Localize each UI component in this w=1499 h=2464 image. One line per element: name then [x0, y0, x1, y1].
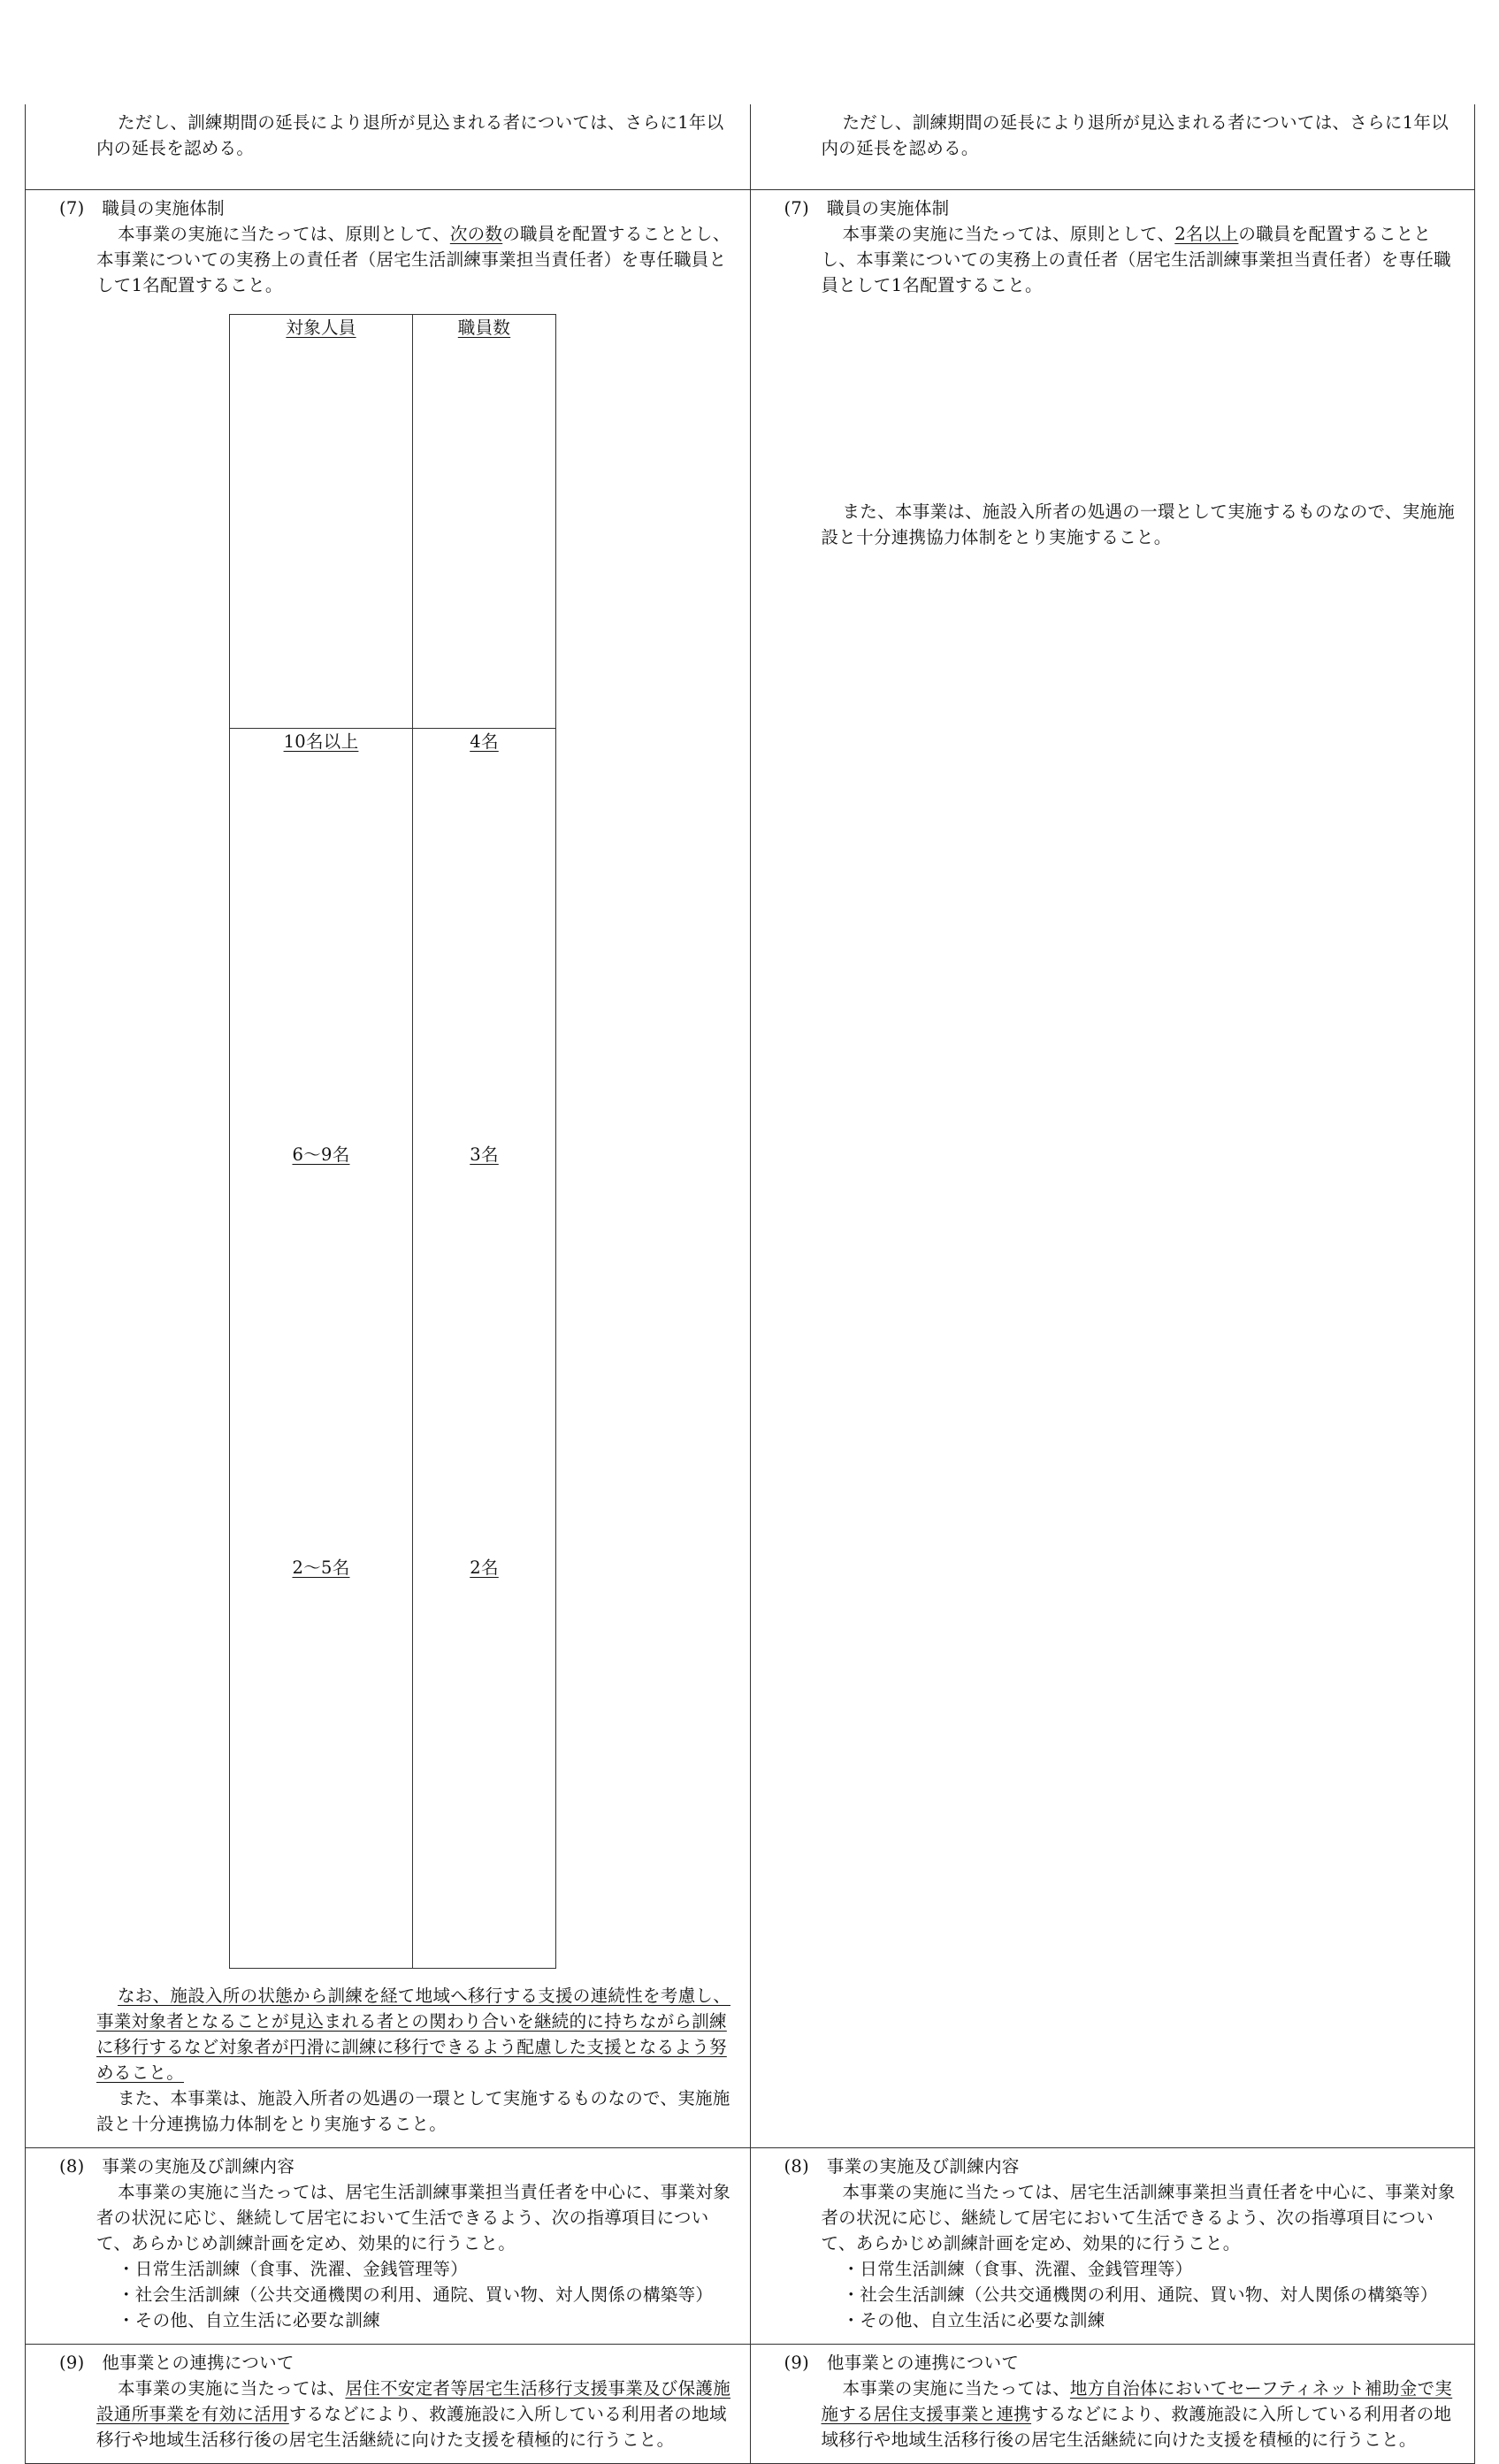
- extension-paragraph-right: ただし、訓練期間の延長により退所が見込まれる者については、さらに1年以内の延長を認める。: [821, 112, 1449, 158]
- staff-paragraph-right: [784, 221, 1459, 298]
- staff-text-a-left: 本事業の実施に当たっては、原則として、: [118, 224, 450, 244]
- coop-text-a-right: 本事業の実施に当たっては、: [842, 2378, 1070, 2399]
- staff-underlined-right: 2名以上: [1174, 224, 1239, 244]
- left-cell-staff: [26, 190, 751, 2148]
- left-cell-extension: [26, 104, 751, 190]
- list-item: ・日常生活訓練（食事、洗濯、金銭管理等）: [842, 2259, 1193, 2279]
- continuity-paragraph-left: [59, 1983, 734, 2085]
- cooperation-paragraph-left: また、本事業は、施設入所者の処遇の一環として実施するものなので、実施施設と十分連携協力体制をとり実施すること。: [96, 2088, 730, 2134]
- section-7-heading-right: (7) 職員の実施体制: [784, 198, 950, 218]
- comparison-table: [25, 104, 1475, 2464]
- coop-text-b-left: するなどにより、救護施設に入所している利用者の地域移行や地域生活移行後の居宅生活継続に向けた支援を積極的に行うこと。: [96, 2404, 727, 2450]
- header-staff-count: 職員数: [457, 318, 511, 338]
- cooperation-paragraph-right: また、本事業は、施設入所者の処遇の一環として実施するものなので、実施施設と十分連携協力体制をとり実施すること。: [821, 501, 1456, 547]
- staff-table-row: [230, 1555, 556, 1969]
- staff-text-b-left: の職員を配置することとし、本事業についての実務上の責任者（居宅生活訓練事業担当責任者）を専任職員として1名配置すること。: [96, 224, 730, 295]
- left-cell-cooperation: [26, 2345, 751, 2464]
- staff-table-row: [230, 729, 556, 1143]
- training-paragraph-left: 本事業の実施に当たっては、居宅生活訓練事業担当責任者を中心に、事業対象者の状況に応じ、継続して居宅において生活できるよう、次の指導項目について、あらかじめ訓練計画を定め、効果的に行うこと。: [96, 2182, 731, 2254]
- list-item: ・社会生活訓練（公共交通機関の利用、通院、買い物、対人関係の構築等）: [842, 2284, 1438, 2305]
- training-list-right: [784, 2256, 1459, 2333]
- section-8-heading-right: (8) 事業の実施及び訓練内容: [784, 2156, 1020, 2177]
- section-9-heading-right: (9) 他事業との連携について: [784, 2353, 1020, 2373]
- list-item: ・社会生活訓練（公共交通機関の利用、通院、買い物、対人関係の構築等）: [118, 2284, 714, 2305]
- right-cell-staff: [750, 190, 1475, 2148]
- staff-count-table-wrap: [59, 314, 734, 1969]
- section-9-heading-left: (9) 他事業との連携について: [59, 2353, 294, 2373]
- comparison-document: [25, 104, 1475, 2464]
- row-other-projects: [26, 2345, 1475, 2464]
- coop-underlined-right: 地方自治体においてセーフティネット補助金で実施する居住支援事業と連携: [821, 2378, 1453, 2424]
- staff-paragraph-left: [59, 221, 734, 298]
- right-cell-extension: [750, 104, 1475, 190]
- coop-text-b-right: するなどにより、救護施設に入所している利用者の地域移行や地域生活移行後の居宅生活継続に向けた支援を積極的に行うこと。: [821, 2404, 1452, 2450]
- coop-text-a-left: 本事業の実施に当たっては、: [118, 2378, 346, 2399]
- staff-count-table: [229, 314, 556, 1969]
- training-paragraph-right: 本事業の実施に当たっては、居宅生活訓練事業担当責任者を中心に、事業対象者の状況に応じ、継続して居宅において生活できるよう、次の指導項目について、あらかじめ訓練計画を定め、効果的に行うこと。: [821, 2182, 1456, 2254]
- continuity-underlined-left: なお、施設入所の状態から訓練を経て地域へ移行する支援の連続性を考慮し、事業対象者となることが見込まれる者との関わり合いを継続的に持ちながら訓練に移行するなど対象者が円滑に訓練に移行できるよう配慮した支援となるよう努めること。: [96, 1986, 730, 2083]
- list-item: ・その他、自立生活に必要な訓練: [118, 2310, 381, 2330]
- staff-cell: 3名: [470, 1144, 499, 1165]
- extension-paragraph-left: ただし、訓練期間の延長により退所が見込まれる者については、さらに1年以内の延長を認める。: [96, 112, 724, 158]
- row-staff-system: [26, 190, 1475, 2148]
- section-7-heading-left: (7) 職員の実施体制: [59, 198, 225, 218]
- staff-cell: 4名: [470, 731, 499, 752]
- persons-cell: 2～5名: [292, 1557, 350, 1578]
- section-8-heading-left: (8) 事業の実施及び訓練内容: [59, 2156, 295, 2177]
- persons-cell: 6～9名: [292, 1144, 350, 1165]
- staff-text-b-right: の職員を配置することとし、本事業についての実務上の責任者（居宅生活訓練事業担当責任者）を専任職員として1名配置すること。: [821, 224, 1451, 295]
- persons-cell: 10名以上: [283, 731, 359, 752]
- staff-table-row: [230, 1142, 556, 1555]
- right-cell-training: [750, 2148, 1475, 2345]
- staff-underlined-left: 次の数: [449, 224, 503, 244]
- right-cell-cooperation: [750, 2345, 1475, 2464]
- left-cell-training: [26, 2148, 751, 2345]
- staff-table-header: [230, 315, 556, 729]
- header-target-persons: 対象人員: [286, 318, 356, 338]
- training-list-left: [59, 2256, 734, 2333]
- cooperation-9-paragraph-left: [59, 2376, 734, 2453]
- coop-underlined-left: 居住不安定者等居宅生活移行支援事業及び保護施設通所事業を有効に活用: [96, 2378, 731, 2424]
- staff-text-a-right: 本事業の実施に当たっては、原則として、: [842, 224, 1175, 244]
- list-item: ・その他、自立生活に必要な訓練: [842, 2310, 1105, 2330]
- list-item: ・日常生活訓練（食事、洗濯、金銭管理等）: [118, 2259, 469, 2279]
- row-training-content: [26, 2148, 1475, 2345]
- row-training-extension: [26, 104, 1475, 190]
- staff-cell: 2名: [470, 1557, 499, 1578]
- cooperation-9-paragraph-right: [784, 2376, 1459, 2453]
